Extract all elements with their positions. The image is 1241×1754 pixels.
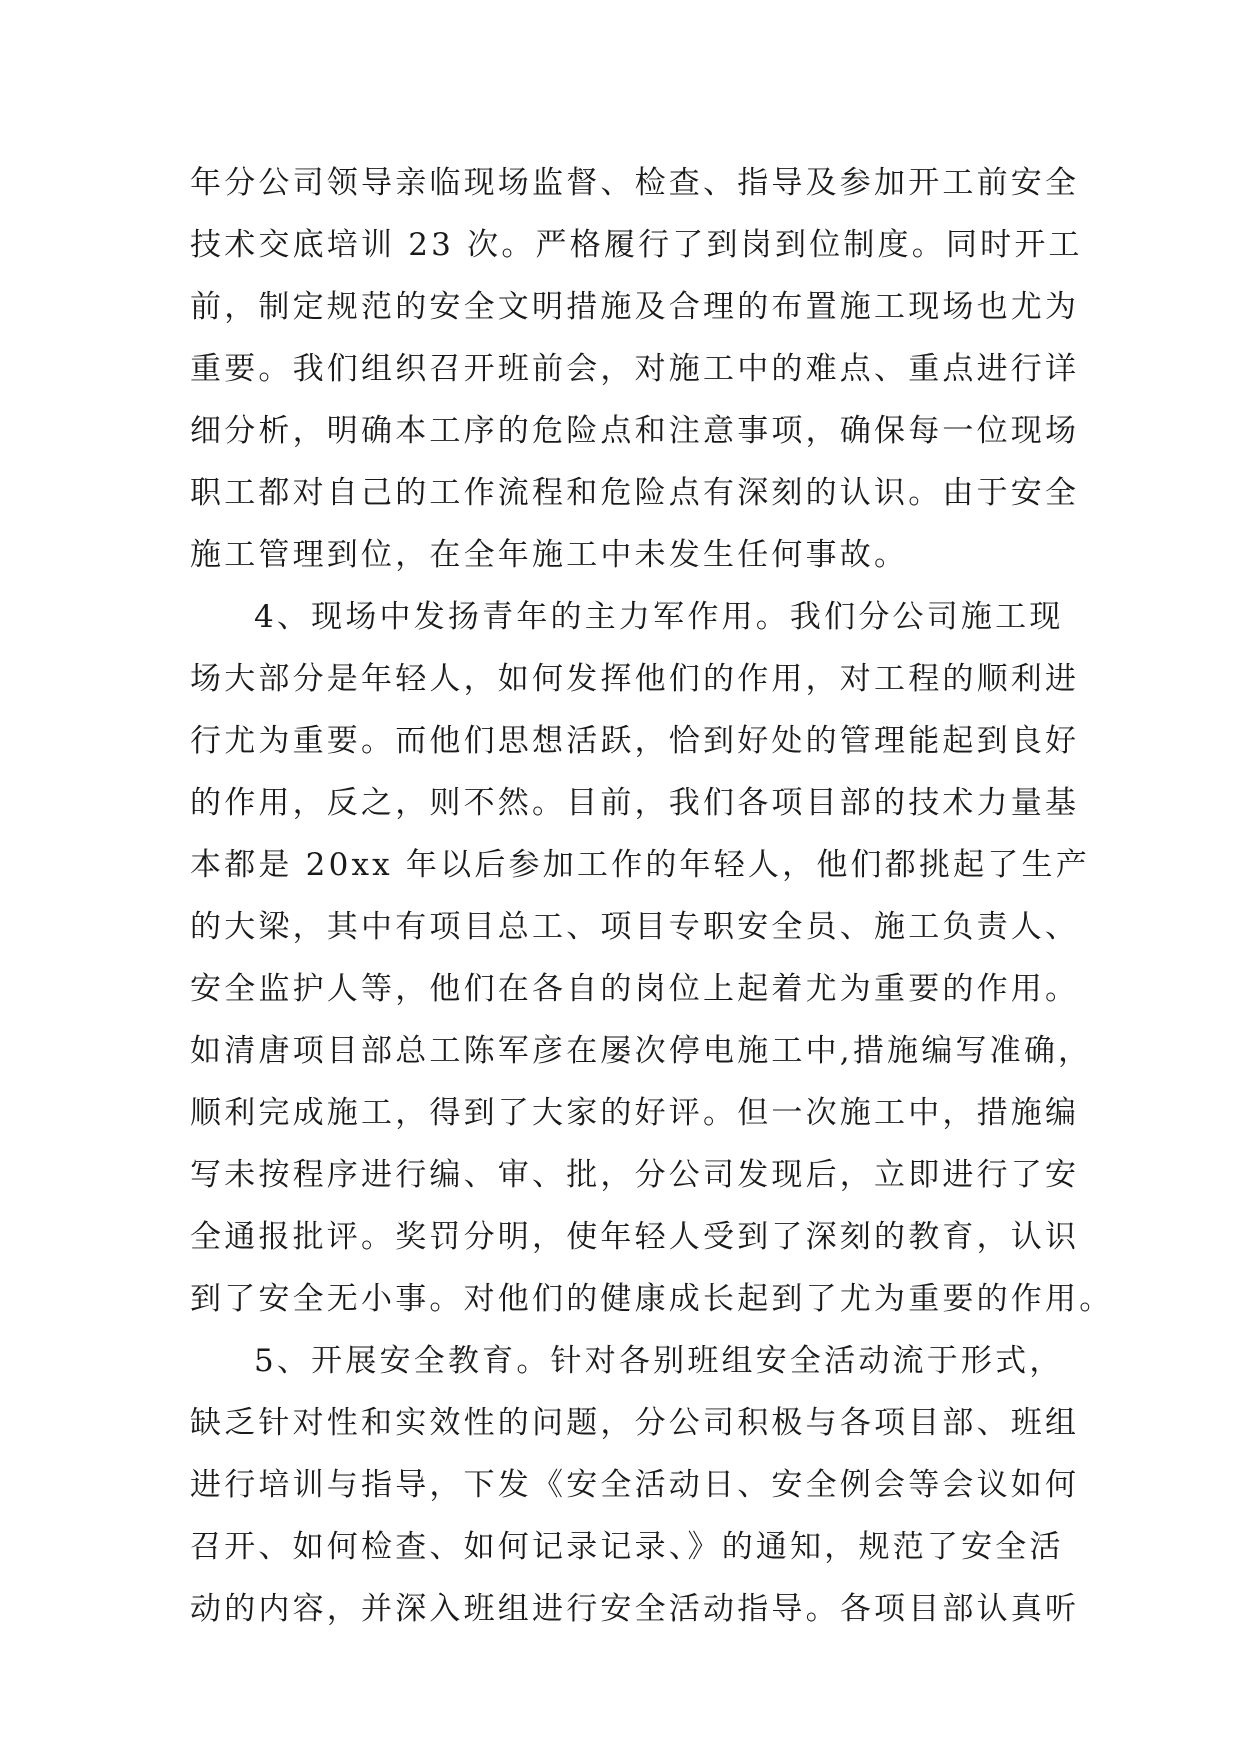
text-line: 进行培训与指导，下发《安全活动日、安全例会等会议如何 <box>190 1467 1080 1503</box>
body-text <box>190 152 1114 1640</box>
text-line: 施工管理到位，在全年施工中未发生任何事故。 <box>190 537 909 573</box>
paragraph-start-line: 4、现场中发扬青年的主力军作用。我们分公司施工现 <box>254 599 1064 635</box>
text-line: 的作用，反之，则不然。目前，我们各项目部的技术力量基 <box>190 785 1080 821</box>
text-line: 安全监护人等，他们在各自的岗位上起着尤为重要的作用。 <box>190 971 1080 1007</box>
text-line: 本都是 20xx 年以后参加工作的年轻人，他们都挑起了生产 <box>190 847 1090 883</box>
text-line: 顺利完成施工，得到了大家的好评。但一次施工中，措施编 <box>190 1095 1080 1131</box>
text-line: 的大梁，其中有项目总工、项目专职安全员、施工负责人、 <box>190 909 1080 945</box>
text-line: 场大部分是年轻人，如何发挥他们的作用，对工程的顺利进 <box>190 661 1080 697</box>
text-line: 如清唐项目部总工陈军彦在屡次停电施工中,措施编写准确， <box>190 1033 1093 1069</box>
text-line: 职工都对自己的工作流程和危险点有深刻的认识。由于安全 <box>190 475 1080 511</box>
text-line: 写未按程序进行编、审、批，分公司发现后，立即进行了安 <box>190 1157 1080 1193</box>
text-line: 行尤为重要。而他们思想活跃，恰到好处的管理能起到良好 <box>190 723 1080 759</box>
text-line: 年分公司领导亲临现场监督、检查、指导及参加开工前安全 <box>190 165 1080 201</box>
text-line: 细分析，明确本工序的危险点和注意事项，确保每一位现场 <box>190 413 1080 449</box>
paragraph-start-line: 5、开展安全教育。针对各别班组安全活动流于形式， <box>254 1343 1064 1379</box>
text-line: 到了安全无小事。对他们的健康成长起到了尤为重要的作用。 <box>190 1281 1114 1317</box>
text-line: 缺乏针对性和实效性的问题，分公司积极与各项目部、班组 <box>190 1405 1080 1441</box>
text-line: 召开、如何检查、如何记录记录、》的通知，规范了安全活 <box>190 1529 1064 1565</box>
text-line: 动的内容，并深入班组进行安全活动指导。各项目部认真听 <box>190 1591 1080 1627</box>
text-line: 前，制定规范的安全文明措施及合理的布置施工现场也尤为 <box>190 289 1080 325</box>
text-line: 全通报批评。奖罚分明，使年轻人受到了深刻的教育，认识 <box>190 1219 1080 1255</box>
text-line: 重要。我们组织召开班前会，对施工中的难点、重点进行详 <box>190 351 1080 387</box>
text-line: 技术交底培训 23 次。严格履行了到岗到位制度。同时开工 <box>190 227 1083 263</box>
